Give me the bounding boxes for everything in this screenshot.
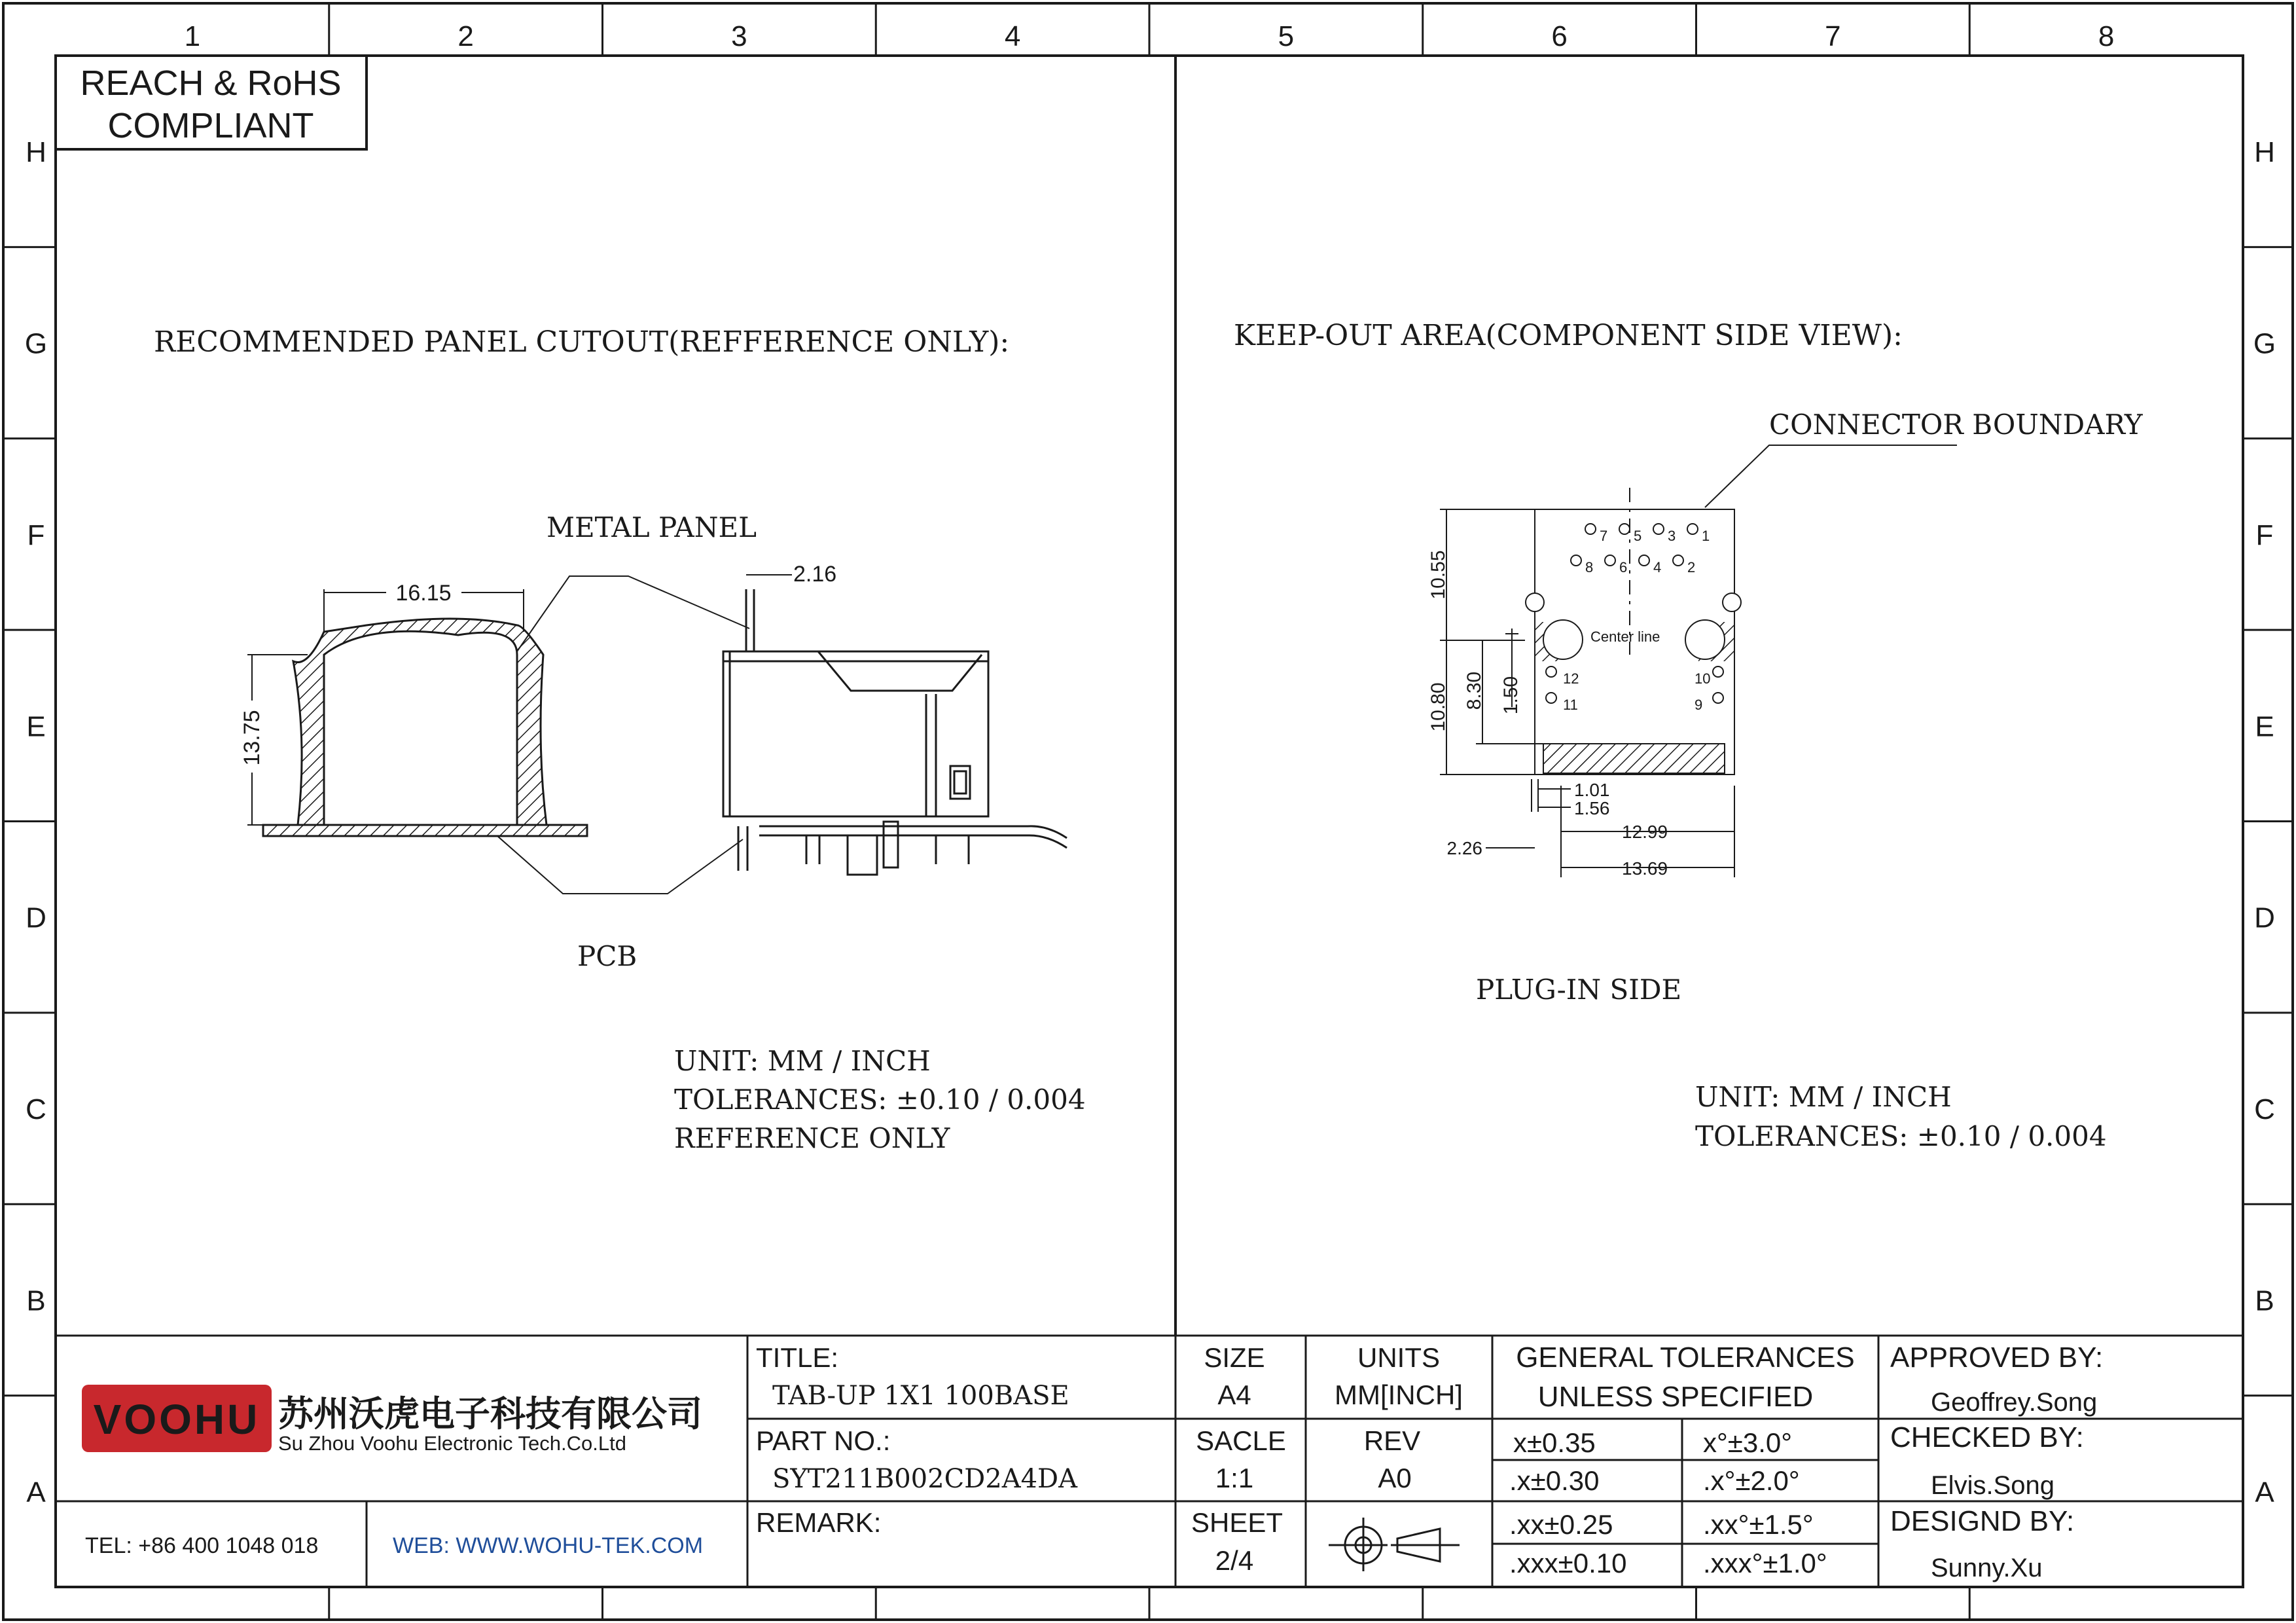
- panel-cutout-view: [239, 576, 587, 836]
- zone-labels: [25, 20, 2276, 1508]
- zone-label-row-left: G: [24, 327, 48, 360]
- tol-angle-2: .xx°±1.5°: [1703, 1509, 1814, 1540]
- tol-angle-3: .xxx°±1.0°: [1703, 1548, 1827, 1578]
- compliance-box: [56, 56, 367, 149]
- rev-label: REV: [1363, 1425, 1421, 1456]
- checked-label: CHECKED BY:: [1890, 1421, 2084, 1453]
- dim-10-80: 10.80: [1427, 682, 1449, 732]
- size-value: A4: [1217, 1379, 1251, 1410]
- pin-number: 10: [1695, 670, 1711, 687]
- compliance-line2: COMPLIANT: [107, 106, 314, 145]
- designed-label: DESIGND BY:: [1890, 1505, 2075, 1537]
- left-note-ref: REFERENCE ONLY: [674, 1122, 950, 1154]
- pin-hole: [1687, 524, 1698, 534]
- right-heading: KEEP-OUT AREA(COMPONENT SIDE VIEW):: [1234, 319, 1903, 352]
- pin-number: 1: [1702, 528, 1710, 544]
- center-line-label: Center line: [1590, 629, 1660, 645]
- zone-label-column: 7: [1825, 20, 1841, 52]
- compliance-line1: REACH & RoHS: [80, 64, 342, 103]
- remark-label: REMARK:: [756, 1507, 882, 1538]
- dim-13-75: 13.75: [240, 710, 264, 766]
- pin-hole: [1585, 524, 1596, 534]
- pin-hole: [1673, 555, 1683, 566]
- pin-hole: [1546, 666, 1556, 677]
- dim-16-15: 16.15: [395, 581, 452, 606]
- pin-array: [1546, 524, 1723, 713]
- tol-angle-0: x°±3.0°: [1703, 1427, 1793, 1458]
- metal-panel-dimension: [746, 562, 836, 587]
- pin-number: 11: [1563, 697, 1578, 713]
- scale-label: SACLE: [1196, 1425, 1286, 1456]
- right-notes: [1695, 1081, 2107, 1152]
- zone-label-row-right: C: [2254, 1093, 2275, 1126]
- tol-linear-1: .x±0.30: [1509, 1465, 1600, 1496]
- pin-hole: [1713, 693, 1723, 703]
- left-note-unit: UNIT: MM / INCH: [674, 1045, 931, 1077]
- units-label: UNITS: [1357, 1342, 1440, 1373]
- dim-1-01: 1.01: [1574, 780, 1610, 800]
- pin-hole: [1546, 693, 1556, 703]
- logo-text: VOOHU: [93, 1396, 260, 1443]
- zone-grid: [3, 3, 2293, 1620]
- zone-label-column: 2: [457, 20, 474, 52]
- dim-2-16: 2.16: [793, 562, 837, 587]
- approved-label: APPROVED BY:: [1890, 1341, 2104, 1374]
- tol-linear-3: .xxx±0.10: [1509, 1548, 1627, 1578]
- sheet-value: 2/4: [1215, 1545, 1254, 1576]
- outer-border: [3, 3, 2293, 1620]
- scale-value: 1:1: [1215, 1463, 1254, 1493]
- pin-number: 7: [1600, 528, 1608, 544]
- tol-linear-0: x±0.35: [1513, 1427, 1596, 1458]
- pcb-label: PCB: [577, 940, 637, 972]
- zone-label-column: 6: [1551, 20, 1568, 52]
- left-heading: RECOMMENDED PANEL CUTOUT(REFFERENCE ONLY):: [154, 325, 1010, 359]
- rev-value: A0: [1378, 1463, 1412, 1493]
- title-label: TITLE:: [756, 1342, 839, 1373]
- pin-number: 3: [1668, 528, 1676, 544]
- zone-label-row-right: G: [2253, 327, 2276, 360]
- right-note-tol: TOLERANCES: ±0.10 / 0.004: [1695, 1120, 2107, 1152]
- keepout-hatch-bottom: [1543, 744, 1725, 773]
- pin-hole: [1605, 555, 1615, 566]
- pin-number: 6: [1619, 559, 1628, 575]
- part-label: PART NO.:: [756, 1425, 891, 1456]
- zone-label-row-left: B: [26, 1285, 46, 1317]
- part-value: SYT211B002CD2A4DA: [772, 1464, 1077, 1494]
- size-label: SIZE: [1204, 1342, 1265, 1373]
- gen-tol-line2: UNLESS SPECIFIED: [1537, 1381, 1814, 1413]
- company-logo: [82, 1385, 702, 1455]
- pin-number: 4: [1653, 559, 1662, 575]
- pin-hole: [1653, 524, 1664, 534]
- pin-number: 12: [1563, 670, 1579, 687]
- dim-8-30: 8.30: [1463, 671, 1485, 710]
- zone-label-column: 5: [1278, 20, 1295, 52]
- web-link[interactable]: WEB: WWW.WOHU-TEK.COM: [393, 1533, 704, 1558]
- zone-label-row-left: C: [26, 1093, 46, 1126]
- right-note-unit: UNIT: MM / INCH: [1695, 1081, 1952, 1113]
- zone-label-row-right: D: [2254, 902, 2275, 934]
- dim-13-69: 13.69: [1622, 858, 1668, 879]
- units-value: MM[INCH]: [1335, 1379, 1463, 1410]
- pin-number: 2: [1687, 559, 1696, 575]
- projection-symbol-icon: [1329, 1518, 1460, 1571]
- checked-name: Elvis.Song: [1931, 1471, 2054, 1500]
- title-value: TAB-UP 1X1 100BASE: [772, 1381, 1069, 1411]
- zone-label-row-right: A: [2255, 1476, 2274, 1508]
- pin-number: 9: [1695, 697, 1703, 713]
- pin-number: 5: [1634, 528, 1642, 544]
- pin-hole: [1619, 524, 1630, 534]
- zone-label-column: 3: [731, 20, 747, 52]
- sheet-label: SHEET: [1191, 1507, 1283, 1538]
- company-name-cn: 苏州沃虎电子科技有限公司: [278, 1395, 702, 1434]
- designed-name: Sunny.Xu: [1931, 1554, 2043, 1582]
- approved-name: Geoffrey.Song: [1931, 1388, 2098, 1417]
- connector-side-view: [723, 589, 1067, 875]
- zone-label-row-left: A: [26, 1476, 46, 1508]
- left-note-tol: TOLERANCES: ±0.10 / 0.004: [674, 1084, 1086, 1116]
- dim-12-99: 12.99: [1622, 822, 1668, 842]
- zone-label-row-left: E: [26, 710, 46, 743]
- zone-label-row-right: E: [2255, 710, 2274, 743]
- dim-2-26: 2.26: [1446, 838, 1482, 858]
- right-dimension-labels: [1427, 550, 1668, 879]
- zone-label-row-right: F: [2255, 519, 2274, 551]
- zone-label-row-left: F: [27, 519, 45, 551]
- tel: TEL: +86 400 1048 018: [85, 1533, 319, 1558]
- boundary-leader: [1705, 445, 1957, 507]
- dim-1-56: 1.56: [1574, 798, 1610, 818]
- tolerance-table: [1509, 1427, 1827, 1578]
- zone-label-row-right: B: [2255, 1285, 2274, 1317]
- tol-linear-2: .xx±0.25: [1509, 1509, 1613, 1540]
- pin-hole: [1571, 555, 1581, 566]
- pin-hole: [1713, 666, 1723, 677]
- zone-label-row-right: H: [2254, 136, 2275, 169]
- dim-10-55: 10.55: [1427, 550, 1449, 600]
- pin-number: 8: [1585, 559, 1594, 575]
- zone-label-row-left: D: [26, 902, 46, 934]
- zone-label-row-left: H: [26, 136, 46, 169]
- left-notes: [674, 1045, 1086, 1154]
- metal-panel-hatch: [293, 619, 547, 825]
- company-name-en: Su Zhou Voohu Electronic Tech.Co.Ltd: [278, 1432, 626, 1455]
- tol-angle-1: .x°±2.0°: [1703, 1465, 1800, 1496]
- connector-boundary-label: CONNECTOR BOUNDARY: [1769, 409, 2143, 441]
- zone-label-column: 8: [2098, 20, 2115, 52]
- gen-tol-line1: GENERAL TOLERANCES: [1516, 1341, 1855, 1374]
- zone-label-column: 1: [184, 20, 201, 52]
- dim-1-50: 1.50: [1500, 676, 1522, 715]
- plug-in-side-label: PLUG-IN SIDE: [1476, 974, 1682, 1006]
- zone-label-column: 4: [1004, 20, 1021, 52]
- metal-panel-label: METAL PANEL: [547, 511, 757, 543]
- pcb-plate-left: [263, 825, 587, 836]
- pin-hole: [1639, 555, 1649, 566]
